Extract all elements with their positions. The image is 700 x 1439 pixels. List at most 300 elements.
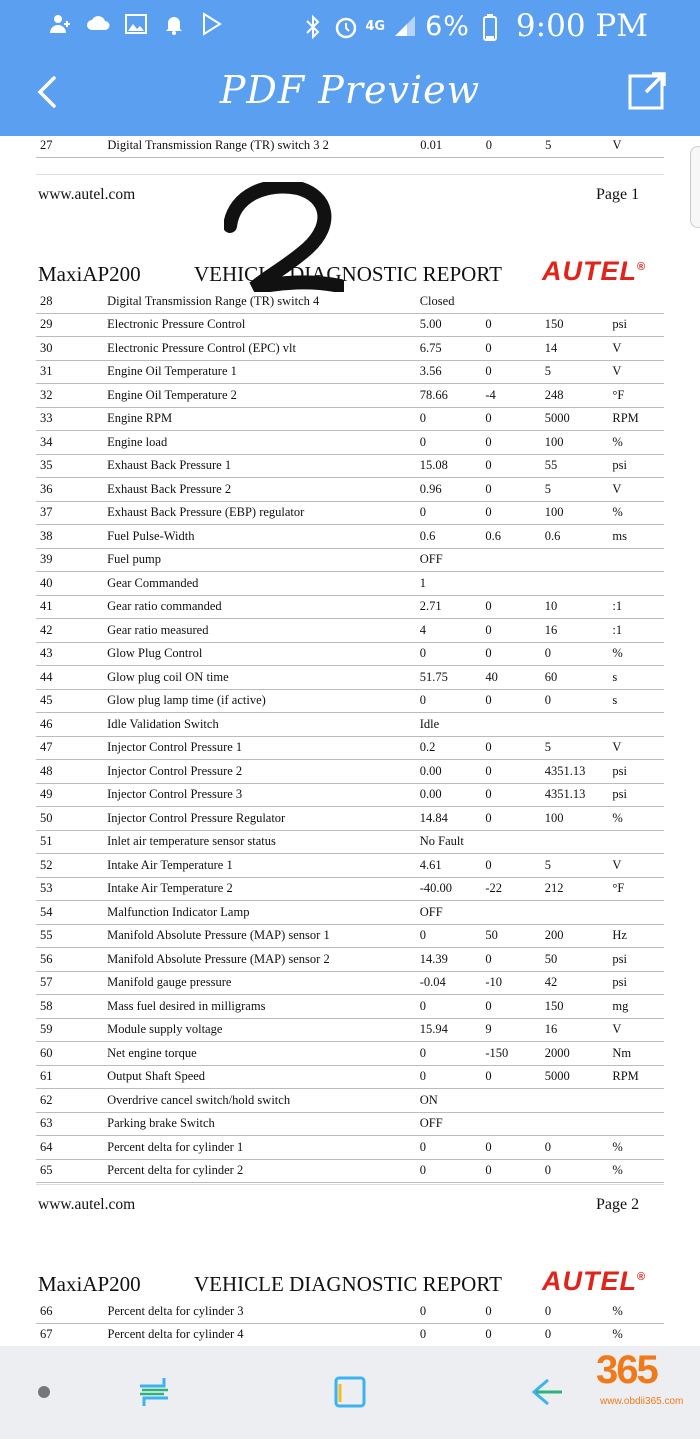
parameter-min: -10: [485, 971, 544, 995]
nav-dot-icon[interactable]: [38, 1386, 50, 1398]
parameter-unit: %: [612, 501, 664, 525]
row-index: 58: [36, 995, 107, 1019]
row-index: 50: [36, 807, 107, 831]
row-index: 46: [36, 713, 107, 737]
parameter-value: No Fault: [420, 830, 486, 854]
parameter-min: 0: [485, 995, 544, 1019]
parameter-name: Module supply voltage: [107, 1018, 420, 1042]
parameter-name: Electronic Pressure Control (EPC) vlt: [107, 337, 420, 361]
parameter-min: [485, 901, 544, 925]
parameter-min: 0: [485, 1323, 545, 1346]
parameter-value: 15.08: [420, 454, 486, 478]
parameter-min: 50: [485, 924, 544, 948]
diagnostic-table-page2: [36, 290, 664, 1183]
parameter-name: Manifold Absolute Pressure (MAP) sensor 1: [107, 924, 420, 948]
parameter-unit: V: [612, 1018, 664, 1042]
parameter-name: Exhaust Back Pressure (EBP) regulator: [107, 501, 420, 525]
parameter-unit: [612, 830, 664, 854]
parameter-value: 51.75: [420, 666, 486, 690]
parameter-name: Mass fuel desired in milligrams: [107, 995, 420, 1019]
table-row: [36, 290, 664, 313]
table-row: [36, 595, 664, 619]
parameter-unit: %: [612, 1300, 664, 1323]
diagnostic-table-page3: [36, 1300, 664, 1346]
parameter-max: 0.6: [545, 525, 613, 549]
parameter-max: 5000: [545, 407, 613, 431]
parameter-name: Gear ratio measured: [107, 619, 420, 643]
parameter-value: Idle: [420, 713, 486, 737]
parameter-value: 0: [420, 1065, 486, 1089]
row-index: 55: [36, 924, 107, 948]
bell-icon: [162, 12, 186, 36]
table-row: [36, 525, 664, 549]
parameter-unit: %: [612, 807, 664, 831]
network-type: 4G: [365, 18, 386, 34]
table-row: [36, 783, 664, 807]
parameter-name: Injector Control Pressure Regulator: [107, 807, 420, 831]
table-row: [36, 548, 664, 572]
parameter-min: 0: [485, 407, 544, 431]
row-index: 32: [36, 384, 107, 408]
parameter-name: Engine load: [107, 431, 420, 455]
footer-site: www.autel.com: [38, 1196, 136, 1213]
parameter-max: [545, 713, 613, 737]
parameter-value: 0: [420, 1323, 485, 1346]
row-index: 42: [36, 619, 107, 643]
parameter-unit: V: [612, 136, 664, 157]
parameter-unit: %: [612, 1159, 664, 1183]
table-row: [36, 431, 664, 455]
row-index: 60: [36, 1042, 107, 1066]
parameter-unit: [612, 1089, 664, 1113]
parameter-value: 0: [420, 1042, 486, 1066]
parameter-max: 5: [545, 360, 613, 384]
table-row: [36, 807, 664, 831]
row-index: 40: [36, 572, 107, 596]
nav-back-icon: [526, 1372, 566, 1412]
parameter-min: -4: [485, 384, 544, 408]
parameter-max: 16: [545, 1018, 613, 1042]
parameter-value: 0.96: [420, 478, 486, 502]
table-row: [36, 995, 664, 1019]
parameter-value: OFF: [420, 901, 486, 925]
parameter-value: 0: [420, 1136, 486, 1160]
table-row: [36, 901, 664, 925]
row-index: 47: [36, 736, 107, 760]
parameter-value: 2.71: [420, 595, 486, 619]
parameter-min: 0: [485, 1136, 544, 1160]
table-row: [36, 454, 664, 478]
table-row: [36, 1018, 664, 1042]
parameter-name: Digital Transmission Range (TR) switch 4: [107, 290, 420, 313]
table-row: [36, 1112, 664, 1136]
scroll-indicator[interactable]: [690, 146, 700, 228]
parameter-unit: psi: [612, 971, 664, 995]
parameter-value: 5.00: [420, 313, 486, 337]
parameter-min: [485, 830, 544, 854]
home-icon: [330, 1372, 370, 1412]
parameter-name: Fuel Pulse-Width: [107, 525, 420, 549]
parameter-unit: V: [612, 478, 664, 502]
parameter-value: 78.66: [420, 384, 486, 408]
clock: 9:00 PM: [515, 8, 648, 44]
row-index: 30: [36, 337, 107, 361]
report-title: VEHICLE DIAGNOSTIC REPORT: [194, 1272, 502, 1296]
gallery-icon: [124, 12, 148, 36]
parameter-max: 100: [545, 431, 613, 455]
parameter-unit: s: [612, 666, 664, 690]
cloud-sync-icon: [86, 12, 110, 36]
row-index: 57: [36, 971, 107, 995]
row-index: 44: [36, 666, 107, 690]
parameter-max: 5: [545, 136, 612, 157]
device-model: MaxiAP200: [38, 262, 141, 286]
parameter-name: Engine Oil Temperature 2: [107, 384, 420, 408]
row-index: 36: [36, 478, 107, 502]
parameter-name: Glow Plug Control: [107, 642, 420, 666]
parameter-max: 2000: [545, 1042, 613, 1066]
parameter-max: 100: [545, 501, 613, 525]
parameter-min: 9: [485, 1018, 544, 1042]
parameter-unit: °F: [612, 384, 664, 408]
table-row: [36, 337, 664, 361]
parameter-name: Injector Control Pressure 2: [107, 760, 420, 784]
parameter-unit: psi: [612, 783, 664, 807]
parameter-value: 0.00: [420, 783, 486, 807]
report-header-page3: [38, 1266, 666, 1302]
notification-icons: [48, 12, 224, 36]
parameter-value: 0.6: [420, 525, 486, 549]
parameter-value: 1: [420, 572, 486, 596]
parameter-min: 0: [485, 337, 544, 361]
brand-logo: AUTEL®: [542, 256, 647, 286]
parameter-name: Exhaust Back Pressure 2: [107, 478, 420, 502]
parameter-name: Glow plug lamp time (if active): [107, 689, 420, 713]
parameter-value: 0: [420, 1300, 485, 1323]
parameter-max: [545, 572, 613, 596]
parameter-name: Intake Air Temperature 1: [107, 854, 420, 878]
parameter-unit: Nm: [612, 1042, 664, 1066]
table-row: [36, 619, 664, 643]
page-title: PDF Preview: [219, 68, 481, 112]
parameter-name: Parking brake Switch: [107, 1112, 420, 1136]
footer-site: www.autel.com: [38, 186, 136, 203]
parameter-value: 0: [420, 407, 486, 431]
parameter-value: 6.75: [420, 337, 486, 361]
row-index: 61: [36, 1065, 107, 1089]
parameter-value: 14.39: [420, 948, 486, 972]
row-index: 45: [36, 689, 107, 713]
parameter-max: [545, 290, 613, 313]
parameter-unit: RPM: [612, 1065, 664, 1089]
parameter-max: 10: [545, 595, 613, 619]
parameter-unit: ms: [612, 525, 664, 549]
parameter-unit: :1: [612, 595, 664, 619]
parameter-max: 200: [545, 924, 613, 948]
parameter-value: 14.84: [420, 807, 486, 831]
table-row: [36, 1042, 664, 1066]
row-index: 37: [36, 501, 107, 525]
parameter-max: 50: [545, 948, 613, 972]
parameter-value: 0.2: [420, 736, 486, 760]
parameter-unit: psi: [612, 760, 664, 784]
watermark-url: www.obdii365.com: [600, 1396, 684, 1407]
parameter-name: Idle Validation Switch: [107, 713, 420, 737]
home-button[interactable]: [330, 1372, 370, 1412]
table-row: [36, 924, 664, 948]
app-bar: [0, 0, 700, 136]
parameter-max: 14: [545, 337, 613, 361]
table-row: [36, 642, 664, 666]
row-index: 59: [36, 1018, 107, 1042]
parameter-max: [545, 548, 613, 572]
parameter-value: 0.01: [420, 136, 485, 157]
parameter-unit: [612, 548, 664, 572]
device-model: MaxiAP200: [38, 1272, 141, 1296]
parameter-value: 0: [420, 642, 486, 666]
parameter-max: 5: [545, 854, 613, 878]
recent-apps-button[interactable]: [134, 1372, 174, 1412]
parameter-name: Injector Control Pressure 1: [107, 736, 420, 760]
table-row: [36, 971, 664, 995]
row-index: 34: [36, 431, 107, 455]
parameter-min: 0: [485, 454, 544, 478]
parameter-max: 5000: [545, 1065, 613, 1089]
row-index: 67: [36, 1323, 108, 1346]
parameter-value: 0: [420, 924, 486, 948]
handwritten-2-scribble: [224, 182, 344, 292]
parameter-max: 100: [545, 807, 613, 831]
row-index: 49: [36, 783, 107, 807]
table-row: [36, 1065, 664, 1089]
table-row: [36, 136, 664, 157]
parameter-unit: psi: [612, 454, 664, 478]
parameter-unit: %: [612, 1136, 664, 1160]
parameter-value: 0: [420, 995, 486, 1019]
table-row: [36, 478, 664, 502]
parameter-name: Malfunction Indicator Lamp: [107, 901, 420, 925]
parameter-name: Fuel pump: [107, 548, 420, 572]
brand-logo: AUTEL®: [542, 1266, 647, 1296]
table-row: [36, 1089, 664, 1113]
parameter-unit: s: [612, 689, 664, 713]
system-icons: [301, 8, 648, 44]
battery-percent: 6%: [425, 10, 470, 42]
parameter-unit: V: [612, 360, 664, 384]
parameter-min: 0: [485, 854, 544, 878]
table-row: [36, 877, 664, 901]
row-index: 54: [36, 901, 107, 925]
parameter-unit: V: [612, 337, 664, 361]
table-row: [36, 713, 664, 737]
parameter-max: 55: [545, 454, 613, 478]
parameter-min: 0: [485, 313, 544, 337]
toolbar: [0, 62, 700, 122]
parameter-value: 0: [420, 1159, 486, 1183]
parameter-name: Percent delta for cylinder 2: [107, 1159, 420, 1183]
row-index: 33: [36, 407, 107, 431]
parameter-name: Glow plug coil ON time: [107, 666, 420, 690]
report-header-page2: [38, 256, 666, 292]
parameter-value: -40.00: [420, 877, 486, 901]
parameter-max: 5: [545, 478, 613, 502]
parameter-min: 0: [485, 619, 544, 643]
parameter-value: ON: [420, 1089, 486, 1113]
row-index: 51: [36, 830, 107, 854]
add-contact-icon: [48, 12, 72, 36]
parameter-unit: :1: [612, 619, 664, 643]
parameter-min: -150: [485, 1042, 544, 1066]
parameter-unit: [612, 901, 664, 925]
parameter-value: 0: [420, 431, 486, 455]
parameter-value: 4: [420, 619, 486, 643]
parameter-unit: [612, 713, 664, 737]
parameter-unit: %: [612, 431, 664, 455]
row-index: 52: [36, 854, 107, 878]
bluetooth-icon: [301, 14, 325, 38]
parameter-min: [485, 1089, 544, 1113]
parameter-max: 150: [545, 313, 613, 337]
nav-back-button[interactable]: [526, 1372, 566, 1412]
parameter-name: Gear ratio commanded: [107, 595, 420, 619]
parameter-max: 4351.13: [545, 760, 613, 784]
parameter-value: 0.00: [420, 760, 486, 784]
parameter-min: -22: [485, 877, 544, 901]
parameter-min: 0: [485, 595, 544, 619]
parameter-name: Engine RPM: [107, 407, 420, 431]
parameter-min: 0: [485, 1065, 544, 1089]
parameter-min: 0: [485, 642, 544, 666]
parameter-min: [485, 572, 544, 596]
parameter-value: OFF: [420, 1112, 486, 1136]
parameter-min: 0: [485, 501, 544, 525]
parameter-name: Gear Commanded: [107, 572, 420, 596]
parameter-unit: V: [612, 854, 664, 878]
parameter-name: Overdrive cancel switch/hold switch: [107, 1089, 420, 1113]
parameter-max: 42: [545, 971, 613, 995]
row-index: 35: [36, 454, 107, 478]
parameter-max: 16: [545, 619, 613, 643]
parameter-min: 0: [485, 478, 544, 502]
table-row: [36, 384, 664, 408]
row-index: 29: [36, 313, 107, 337]
parameter-name: Net engine torque: [107, 1042, 420, 1066]
parameter-min: 0.6: [485, 525, 544, 549]
parameter-max: [545, 830, 613, 854]
parameter-name: Exhaust Back Pressure 1: [107, 454, 420, 478]
share-button[interactable]: [624, 66, 672, 114]
parameter-min: 0: [485, 1159, 544, 1183]
parameter-min: 0: [485, 431, 544, 455]
report-title: VEHICLE DIAGNOSTIC REPORT: [194, 262, 502, 286]
parameter-unit: V: [612, 736, 664, 760]
page-divider: [36, 1184, 664, 1185]
parameter-min: 0: [486, 136, 545, 157]
row-index: 63: [36, 1112, 107, 1136]
parameter-min: [485, 1112, 544, 1136]
parameter-max: 0: [545, 1300, 612, 1323]
row-index: 38: [36, 525, 107, 549]
alarm-icon: [333, 14, 357, 38]
parameter-max: 5: [545, 736, 613, 760]
table-row: [36, 407, 664, 431]
row-index: 28: [36, 290, 107, 313]
parameter-name: Intake Air Temperature 2: [107, 877, 420, 901]
table-row: [36, 572, 664, 596]
parameter-unit: Hz: [612, 924, 664, 948]
table-row: [36, 689, 664, 713]
parameter-min: 0: [485, 760, 544, 784]
parameter-name: Manifold Absolute Pressure (MAP) sensor 2: [107, 948, 420, 972]
parameter-name: Percent delta for cylinder 3: [108, 1300, 420, 1323]
parameter-value: 0: [420, 689, 486, 713]
row-index: 56: [36, 948, 107, 972]
parameter-max: [545, 1089, 613, 1113]
parameter-max: [545, 901, 613, 925]
row-index: 39: [36, 548, 107, 572]
parameter-value: 0: [420, 501, 486, 525]
footer-page-number: Page 2: [596, 1196, 640, 1213]
parameter-max: 150: [545, 995, 613, 1019]
parameter-unit: RPM: [612, 407, 664, 431]
parameter-value: 15.94: [420, 1018, 486, 1042]
pdf-document[interactable]: [0, 136, 700, 1346]
table-row: [36, 1136, 664, 1160]
recent-apps-icon: [134, 1372, 174, 1412]
status-bar: [0, 0, 700, 56]
parameter-min: 0: [485, 689, 544, 713]
footer-page-number: Page 1: [596, 186, 640, 203]
row-index: 31: [36, 360, 107, 384]
parameter-name: Inlet air temperature sensor status: [107, 830, 420, 854]
parameter-value: -0.04: [420, 971, 486, 995]
parameter-max: 0: [545, 642, 613, 666]
table-row: [36, 830, 664, 854]
parameter-max: 0: [545, 689, 613, 713]
parameter-unit: psi: [612, 313, 664, 337]
parameter-max: 0: [545, 1136, 613, 1160]
parameter-name: Injector Control Pressure 3: [107, 783, 420, 807]
parameter-unit: [612, 290, 664, 313]
table-row: [36, 854, 664, 878]
row-index: 65: [36, 1159, 107, 1183]
parameter-max: 60: [545, 666, 613, 690]
system-nav-bar: [0, 1346, 700, 1439]
table-row: [36, 1300, 664, 1323]
parameter-max: 4351.13: [545, 783, 613, 807]
parameter-max: 0: [545, 1159, 613, 1183]
table-row: [36, 666, 664, 690]
page1-tail-table: [36, 136, 664, 158]
table-row: [36, 760, 664, 784]
parameter-unit: %: [612, 642, 664, 666]
parameter-value: OFF: [420, 548, 486, 572]
parameter-min: [485, 713, 544, 737]
site-watermark: [592, 1344, 692, 1424]
parameter-name: Percent delta for cylinder 4: [108, 1323, 420, 1346]
row-index: 43: [36, 642, 107, 666]
parameter-name: Output Shaft Speed: [107, 1065, 420, 1089]
parameter-name: Electronic Pressure Control: [107, 313, 420, 337]
parameter-min: 0: [485, 736, 544, 760]
battery-icon: [478, 14, 502, 38]
row-index: 53: [36, 877, 107, 901]
row-index: 64: [36, 1136, 107, 1160]
parameter-name: Percent delta for cylinder 1: [107, 1136, 420, 1160]
table-row: [36, 313, 664, 337]
parameter-unit: [612, 1112, 664, 1136]
parameter-value: Closed: [420, 290, 486, 313]
